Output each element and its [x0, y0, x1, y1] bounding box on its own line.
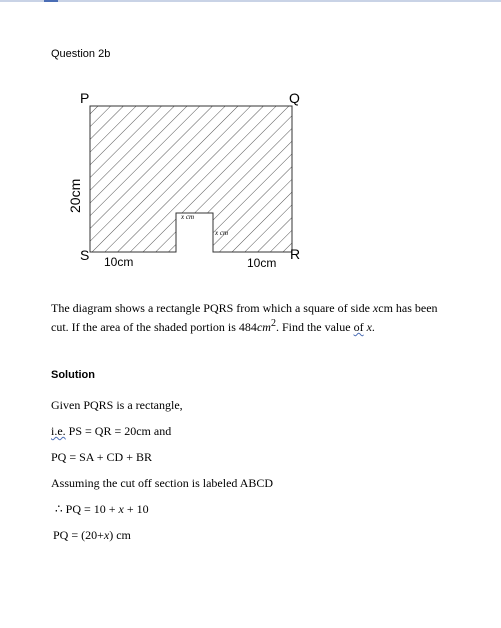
solution-line-6: PQ = (20+x) cm: [53, 528, 131, 542]
label-s: S: [80, 247, 90, 263]
label-r: R: [290, 246, 301, 262]
shaded-region: [90, 106, 292, 252]
bottom-left-length: 10cm: [104, 255, 134, 269]
problem-statement: The diagram shows a rectangle PQRS from which a square of side xcm has been cut. If the area of the shaded portion is $484cm^2$. Find the value of x.: [51, 301, 438, 334]
notch-side-label: x cm: [215, 229, 229, 237]
question-title: Question 2b: [51, 48, 111, 60]
solution-title: Solution: [51, 369, 95, 381]
rectangle-diagram: [0, 0, 501, 290]
solution-line-4: Assuming the cut off section is labeled ABCD: [51, 476, 274, 490]
solution-line-1: Given PQRS is a rectangle,: [51, 398, 183, 412]
side-length-label: 20cm: [67, 178, 83, 213]
solution-line-5: ∴ PQ = 10 + x + 10: [55, 502, 149, 516]
notch-top-label: x cm: [181, 213, 195, 221]
solution-line-2: i.e. PS = QR = 20cm and: [51, 424, 172, 438]
bottom-right-length: 10cm: [247, 256, 277, 270]
label-q: Q: [289, 90, 300, 106]
solution-line-3: PQ = SA + CD + BR: [51, 450, 152, 464]
label-p: P: [80, 90, 90, 106]
